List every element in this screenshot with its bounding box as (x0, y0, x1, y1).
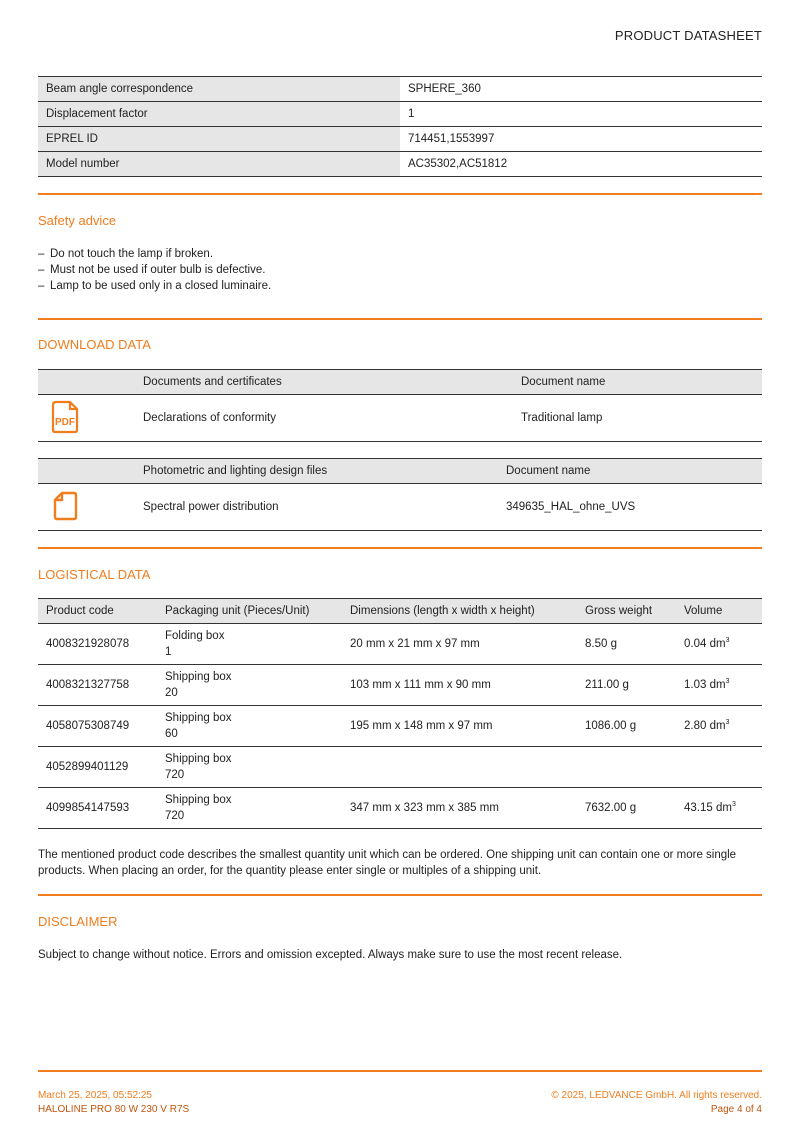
product-code: 4052899401129 (46, 761, 129, 773)
logistics-table (38, 598, 762, 829)
unit-exponent: 3 (725, 719, 730, 727)
document-name-link[interactable]: 349635_HAL_ohne_UVS (506, 501, 636, 513)
property-key: EPREL ID (38, 127, 400, 151)
dimensions: 20 mm x 21 mm x 97 mm (350, 638, 480, 650)
property-key: Displacement factor (38, 102, 400, 126)
list-item-text: Do not touch the lamp if broken. (50, 248, 214, 260)
safety-advice-list (38, 246, 271, 294)
column-header: Packaging unit (Pieces/Unit) (165, 605, 310, 617)
properties-table (38, 76, 762, 177)
property-row (38, 77, 762, 102)
section-divider (38, 318, 762, 320)
table-row (38, 624, 762, 665)
column-header: Product code (46, 605, 114, 617)
svg-text:PDF: PDF (55, 416, 75, 428)
list-item: – Must not be used if outer bulb is defective. (38, 264, 266, 276)
document-category: Declarations of conformity (143, 412, 276, 424)
column-header: Document name (521, 376, 606, 388)
table-row[interactable] (38, 484, 762, 530)
column-header: Volume (684, 605, 723, 617)
product-code: 4099854147593 (46, 802, 130, 814)
gross-weight: 7632.00 g (585, 802, 637, 814)
safety-advice-title: Safety advice (38, 213, 117, 228)
packaging-type: Folding box (165, 630, 225, 642)
packaging-type: Shipping box (165, 671, 232, 683)
column-header: Documents and certificates (143, 376, 282, 388)
dimensions: 195 mm x 148 mm x 97 mm (350, 720, 493, 732)
property-value: 714451,1553997 (400, 127, 762, 151)
packaging-quantity: 720 (165, 769, 185, 781)
footer-page-number: Page 4 of 4 (710, 1104, 762, 1115)
packaging-unit (165, 669, 350, 701)
disclaimer-title: DISCLAIMER (38, 914, 118, 929)
unit-exponent: 3 (731, 801, 736, 809)
table-header (38, 599, 762, 624)
table-header (38, 459, 762, 484)
section-divider (38, 894, 762, 896)
product-code: 4008321327758 (46, 679, 130, 691)
product-code: 4058075308749 (46, 720, 130, 732)
volume (684, 638, 762, 650)
column-header: Dimensions (length x width x height) (350, 605, 535, 617)
product-code: 4008321928078 (46, 638, 130, 650)
section-divider (38, 193, 762, 195)
dimensions: 103 mm x 111 mm x 90 mm (350, 679, 491, 691)
packaging-quantity: 1 (165, 646, 172, 658)
table-row[interactable] (38, 395, 762, 441)
property-key: Model number (38, 152, 400, 176)
property-row (38, 102, 762, 127)
footer-product-name: HALOLINE PRO 80 W 230 V R7S (38, 1104, 190, 1115)
property-value: 1 (400, 102, 762, 126)
table-row (38, 665, 762, 706)
section-divider (38, 547, 762, 549)
packaging-unit (165, 792, 350, 824)
volume-value: 43.15 dm (684, 802, 732, 814)
document-category: Spectral power distribution (143, 501, 279, 513)
volume (684, 720, 762, 732)
table-row (38, 788, 762, 829)
packaging-type: Shipping box (165, 753, 232, 765)
column-header: Gross weight (585, 605, 653, 617)
unit-exponent: 3 (725, 678, 730, 686)
volume-value: 2.80 dm (684, 720, 726, 732)
gross-weight: 1086.00 g (585, 720, 637, 732)
download-data-title: DOWNLOAD DATA (38, 337, 151, 352)
packaging-unit (165, 751, 350, 783)
gross-weight: 211.00 g (585, 679, 629, 691)
packaging-type: Shipping box (165, 712, 232, 724)
list-item-text: Lamp to be used only in a closed luminaire. (50, 280, 272, 292)
footer-divider (38, 1070, 762, 1072)
gross-weight: 8.50 g (585, 638, 617, 650)
property-row (38, 152, 762, 177)
pdf-icon[interactable] (50, 400, 80, 437)
logistical-data-title: LOGISTICAL DATA (38, 567, 151, 582)
column-header: Photometric and lighting design files (143, 465, 328, 477)
photometric-files-table (38, 458, 762, 531)
property-value: SPHERE_360 (400, 77, 762, 101)
property-key: Beam angle correspondence (38, 77, 400, 101)
logistics-note: The mentioned product code describes the smallest quantity unit which can be ordered. One shipping unit can contain one or more single products. When placing an order, for the quantity please enter single or multiples of a shipping unit. (38, 849, 737, 877)
dimensions: 347 mm x 323 mm x 385 mm (350, 802, 499, 814)
unit-exponent: 3 (725, 637, 730, 645)
volume-value: 1.03 dm (684, 679, 726, 691)
list-item: – Lamp to be used only in a closed luminaire. (38, 280, 272, 292)
property-value: AC35302,AC51812 (400, 152, 762, 176)
footer-right (551, 1089, 762, 1117)
table-row (38, 706, 762, 747)
footer-copyright: © 2025, LEDVANCE GmbH. All rights reserved. (551, 1090, 762, 1101)
packaging-quantity: 720 (165, 810, 185, 822)
volume (684, 679, 762, 691)
packaging-quantity: 20 (165, 687, 178, 699)
packaging-unit (165, 710, 350, 742)
footer-date: March 25, 2025, 05:52:25 (38, 1090, 152, 1101)
document-type-title: PRODUCT DATASHEET (614, 28, 762, 43)
documents-table (38, 369, 762, 442)
volume-value: 0.04 dm (684, 638, 726, 650)
document-name-link[interactable]: Traditional lamp (521, 412, 603, 424)
property-row (38, 127, 762, 152)
footer-left (38, 1089, 189, 1117)
file-icon[interactable] (50, 490, 80, 525)
volume (684, 802, 762, 814)
column-header: Document name (506, 465, 591, 477)
list-item: – Do not touch the lamp if broken. (38, 248, 214, 260)
disclaimer-text: Subject to change without notice. Errors and omission excepted. Always make sure to use the most recent release. (38, 949, 623, 961)
packaging-type: Shipping box (165, 794, 232, 806)
packaging-unit (165, 628, 350, 660)
table-header (38, 370, 762, 395)
table-row (38, 747, 762, 788)
packaging-quantity: 60 (165, 728, 178, 740)
list-item-text: Must not be used if outer bulb is defective. (50, 264, 266, 276)
